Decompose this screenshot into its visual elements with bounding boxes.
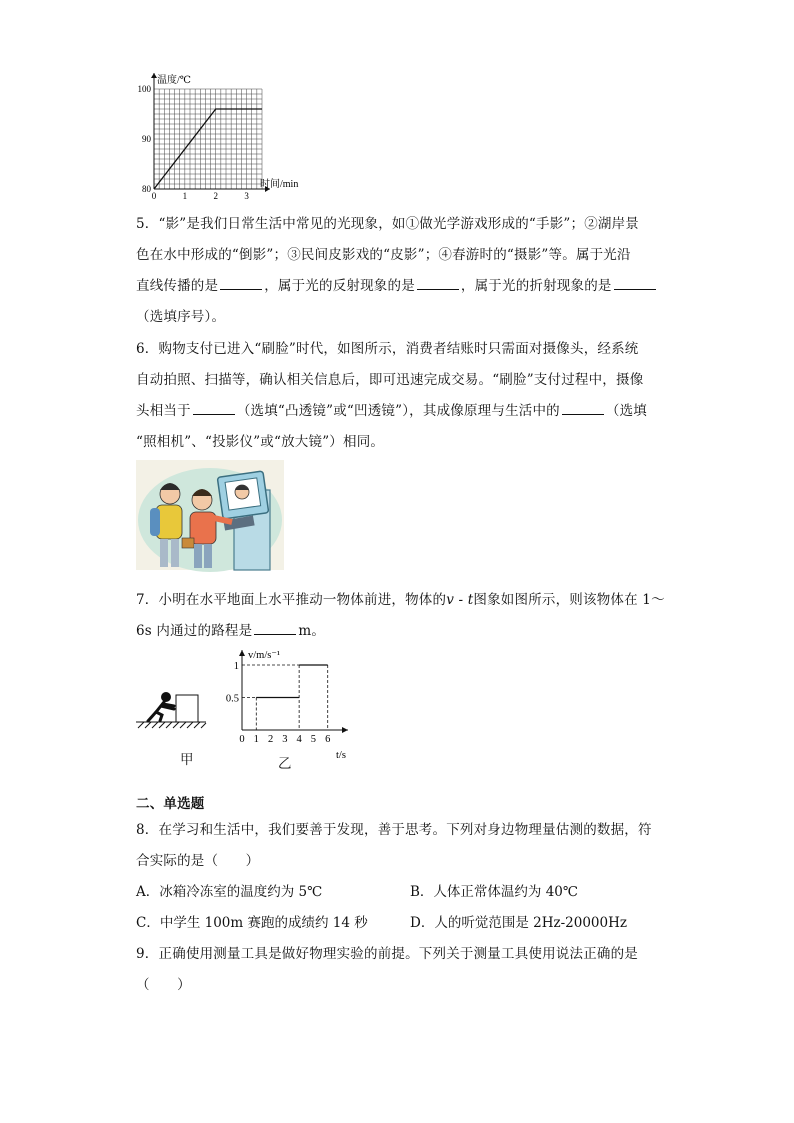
q9-line1: 9．正确使用测量工具是做好物理实验的前提。下列关于测量工具使用说法正确的是 <box>136 946 638 962</box>
q6-text-c: （选填 <box>605 403 647 419</box>
x-tick-label: 5 <box>310 734 317 745</box>
q7-text-b: 图象如图所示，则该物体在 1～ <box>473 592 665 608</box>
y-tick-label: 90 <box>142 134 151 144</box>
x-tick-label: 0 <box>239 734 245 745</box>
x-tick-label: 2 <box>213 191 218 201</box>
x-tick-label: 0 <box>151 191 157 201</box>
vt-chart <box>222 646 352 761</box>
q6-text-a: 头相当于 <box>136 403 191 419</box>
x-axis-arrow <box>342 727 348 733</box>
x-axis-label: 时间/min <box>260 179 299 190</box>
x-tick-label: 2 <box>267 734 274 745</box>
x-tick-label: 3 <box>282 734 288 745</box>
q8-option-d[interactable]: D．人的听觉范围是 2Hz-20000Hz <box>410 915 627 931</box>
q7-line2 <box>136 619 325 639</box>
q8-line2: 合实际的是（ ） <box>136 853 260 869</box>
q8-line1: 8．在学习和生活中，我们要善于发现，善于思考。下列对身边物理量估测的数据，符 <box>136 822 652 838</box>
face-payment-illustration <box>136 460 284 570</box>
q7-blank-1[interactable] <box>254 622 296 635</box>
y-tick-label: 0.5 <box>225 693 239 705</box>
x-axis-label: t/s <box>336 750 346 761</box>
label-yi: 乙 <box>278 756 292 772</box>
q5-line3 <box>136 274 658 294</box>
y-tick-label: 100 <box>137 84 151 94</box>
q6-line4: “照相机”、“投影仪”或“放大镜”）相同。 <box>136 434 385 450</box>
q6-text-b: （选填“凸透镜”或“凹透镜”），其成像原理与生活中的 <box>236 403 560 419</box>
x-tick-label: 3 <box>244 191 249 201</box>
x-tick-label: 1 <box>182 191 188 201</box>
y-tick-label: 80 <box>142 184 151 194</box>
q5-blank-2[interactable] <box>417 277 459 290</box>
q6-line2: 自动拍照、扫描等，确认相关信息后，即可迅速完成交易。“刷脸”支付过程中，摄像 <box>136 372 644 388</box>
pushing-figure <box>136 688 206 738</box>
temperature-chart <box>130 62 330 202</box>
q7-line1 <box>136 588 665 608</box>
y-tick-label: 1 <box>233 661 239 672</box>
q7-text-d: m。 <box>298 623 326 639</box>
q5-text-a: 直线传播的是 <box>136 278 219 294</box>
q6-blank-2[interactable] <box>562 402 604 415</box>
q9-line2: （ ） <box>136 977 191 993</box>
q6-blank-1[interactable] <box>193 402 235 415</box>
q7-text-c: 6s 内通过的路程是 <box>136 623 253 639</box>
q5-line4: （选填序号）。 <box>136 309 226 325</box>
q6-line1: 6．购物支付已进入“刷脸”时代，如图所示，消费者结账时只需面对摄像头，经系统 <box>136 341 639 357</box>
q8-option-b[interactable]: B．人体正常体温约为 40℃ <box>410 884 578 900</box>
q8-option-a[interactable]: A．冰箱冷冻室的温度约为 5℃ <box>136 884 323 900</box>
q7-text-a: 7．小明在水平地面上水平推动一物体前进，物体的 <box>136 592 447 608</box>
q5-line1: 5．“影”是我们日常生活中常见的光现象，如①做光学游戏形成的“手影”；②湖岸景 <box>136 216 639 232</box>
q5-line2: 色在水中形成的“倒影”；③民间皮影戏的“皮影”；④春游时的“摄影”等。属于光沿 <box>136 247 631 263</box>
y-axis-arrow <box>239 650 245 656</box>
q5-text-b: ，属于光的反射现象的是 <box>264 278 415 294</box>
x-tick-label: 4 <box>296 734 302 745</box>
q7-vt-symbol: v - t <box>446 592 474 608</box>
q5-blank-1[interactable] <box>220 277 262 290</box>
x-tick-label: 1 <box>253 734 259 745</box>
q5-text-c: ，属于光的折射现象的是 <box>460 278 612 294</box>
q5-blank-3[interactable] <box>614 277 656 290</box>
q8-option-c[interactable]: C．中学生 100m 赛跑的成绩约 14 秒 <box>136 915 368 931</box>
section-title: 二、单选题 <box>136 796 205 812</box>
y-axis-label: v/m/s⁻¹ <box>248 650 281 661</box>
x-tick-label: 6 <box>325 734 331 745</box>
label-jia: 甲 <box>180 752 194 768</box>
y-axis-label: 温度/℃ <box>157 75 191 86</box>
q6-line3 <box>136 399 647 419</box>
